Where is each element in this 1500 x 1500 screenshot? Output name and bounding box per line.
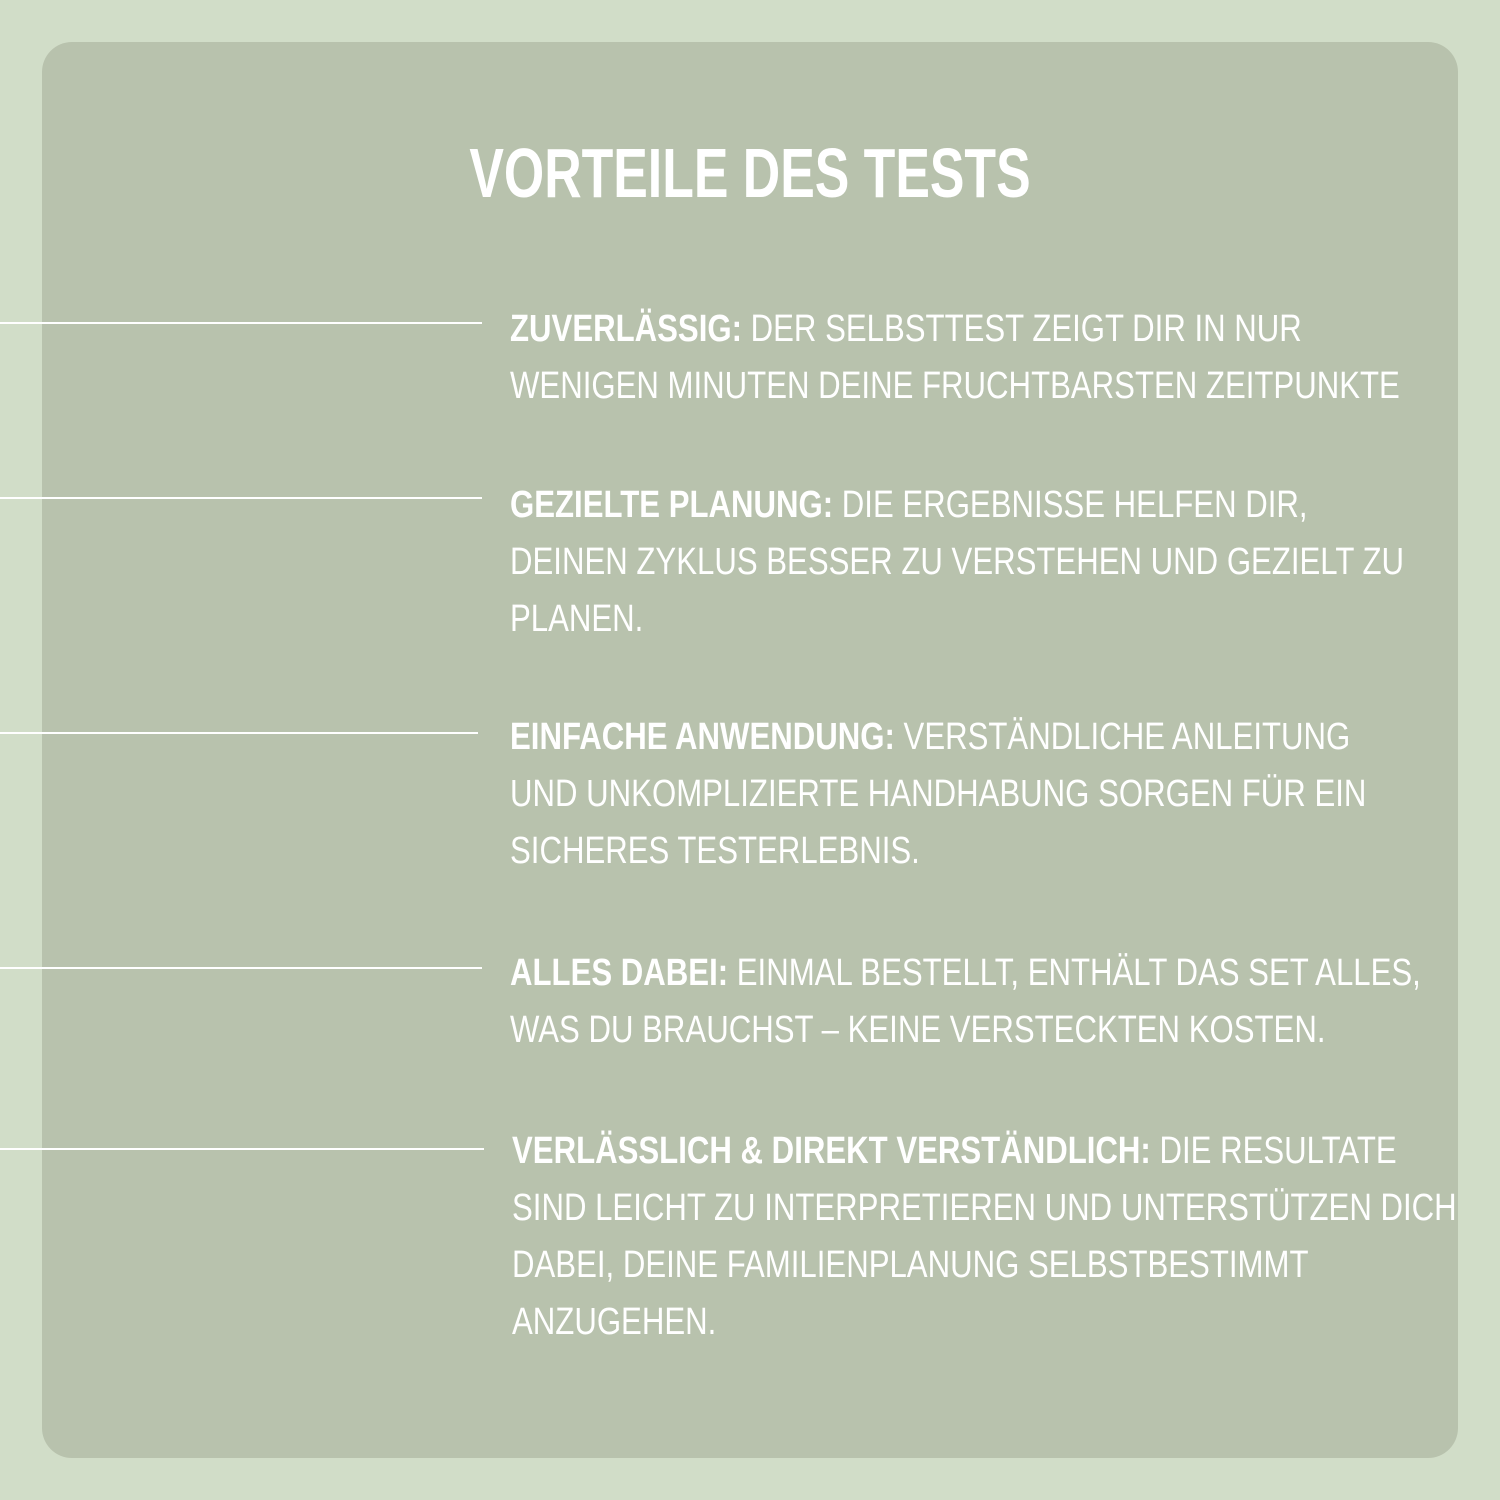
divider-line — [0, 322, 482, 324]
benefit-text: SICHERES TESTERLEBNIS. — [510, 830, 920, 872]
benefit-text: DEINEN ZYKLUS BESSER ZU VERSTEHEN UND GEZIELT ZU — [510, 541, 1405, 583]
benefit-lead: ALLES DABEI: — [510, 952, 729, 994]
benefit-text: ANZUGEHEN. — [512, 1301, 717, 1343]
benefit-text: VERSTÄNDLICHE ANLEITUNG — [894, 716, 1351, 758]
benefit-text: EINMAL BESTELLT, ENTHÄLT DAS SET ALLES, — [728, 952, 1421, 994]
divider-line — [0, 1148, 484, 1150]
page-title: VORTEILE DES TESTS — [469, 134, 1031, 212]
benefit-text: WENIGEN MINUTEN DEINE FRUCHTBARSTEN ZEITPUNKTE — [510, 365, 1400, 407]
benefit-item — [512, 1123, 1500, 1351]
benefit-lead: EINFACHE ANWENDUNG: — [510, 716, 895, 758]
divider-line — [0, 967, 482, 969]
benefit-text: UND UNKOMPLIZIERTE HANDHABUNG SORGEN FÜR EIN — [510, 773, 1367, 815]
benefit-text: DABEI, DEINE FAMILIENPLANUNG SELBSTBESTIMMT — [512, 1244, 1309, 1286]
benefit-lead: GEZIELTE PLANUNG: — [510, 484, 834, 526]
benefit-line — [510, 945, 1421, 1002]
benefit-text: WAS DU BRAUCHST – KEINE VERSTECKTEN KOSTEN. — [510, 1009, 1326, 1051]
benefit-item — [510, 709, 1500, 880]
benefit-item — [510, 301, 1500, 415]
benefit-text: DER SELBSTTEST ZEIGT DIR IN NUR — [741, 308, 1302, 350]
benefit-text: PLANEN. — [510, 598, 644, 640]
benefit-text: SIND LEICHT ZU INTERPRETIEREN UND UNTERSTÜTZEN DICH — [512, 1187, 1457, 1229]
benefit-item — [510, 945, 1500, 1059]
benefit-line — [512, 1123, 1397, 1180]
divider-line — [0, 732, 478, 734]
benefit-lead: ZUVERLÄSSIG: — [510, 308, 742, 350]
divider-line — [0, 497, 482, 499]
benefit-lead: VERLÄSSLICH & DIREKT VERSTÄNDLICH: — [512, 1130, 1151, 1172]
benefit-line — [510, 477, 1322, 534]
benefit-line — [510, 709, 1351, 766]
benefit-text: DIE RESULTATE — [1150, 1130, 1397, 1172]
benefit-item — [510, 477, 1500, 648]
benefit-line — [510, 301, 1322, 358]
benefit-text: DIE ERGEBNISSE HELFEN DIR, — [833, 484, 1308, 526]
